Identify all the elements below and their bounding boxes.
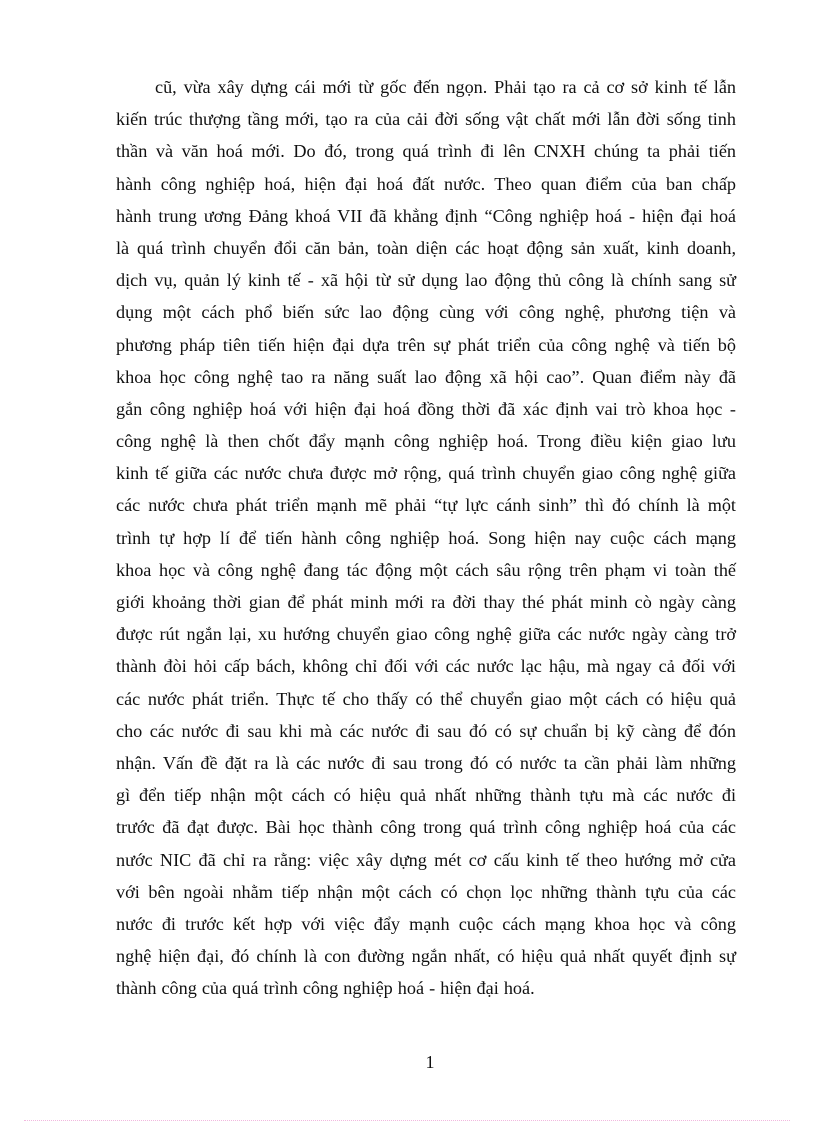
text-line: trình tự hợp lí để tiến hành công nghiệp hoá. Song hiện nay cuộc cách mạng: [116, 527, 736, 548]
text-line: gắn công nghiệp hoá với hiện đại hoá đồng thời đã xác định vai trò khoa học -: [116, 398, 736, 419]
text-line: được rút ngắn lại, xu hướng chuyển giao công nghệ giữa các nước ngày càng trở: [116, 624, 736, 645]
text-line: hành trung ương Đảng khoá VII đã khẳng định “Công nghiệp hoá - hiện đại hoá: [116, 205, 736, 226]
text-line: hành công nghiệp hoá, hiện đại hoá đất nước. Theo quan điểm của ban chấp: [116, 173, 736, 194]
text-line: là quá trình chuyển đổi căn bản, toàn diện các hoạt động sản xuất, kinh doanh,: [116, 237, 736, 258]
text-line: thành công của quá trình công nghiệp hoá - hiện đại hoá.: [116, 978, 535, 999]
text-line: thành đòi hỏi cấp bách, không chỉ đối với các nước lạc hậu, mà ngay cả đối với: [116, 656, 736, 677]
text-line: công nghệ là then chốt đẩy mạnh công nghiệp hoá. Trong điều kiện giao lưu: [116, 431, 736, 452]
text-line: cho các nước đi sau khi mà các nước đi sau đó có sự chuẩn bị kỹ càng để đón: [116, 720, 736, 741]
text-line: dịch vụ, quản lý kinh tế - xã hội từ sử dụng lao động thủ công là chính sang sử: [116, 270, 736, 291]
page-number: 1: [425, 1052, 435, 1072]
text-line: gì đển tiếp nhận một cách có hiệu quả nhất những thành tựu mà các nước đi: [116, 785, 736, 806]
text-line: thần và văn hoá mới. Do đó, trong quá trình đi lên CNXH chúng ta phải tiến: [116, 141, 736, 162]
text-line: khoa học và công nghệ đang tác động một cách sâu rộng trên phạm vi toàn thế: [116, 559, 736, 580]
text-line: khoa học công nghệ tao ra năng suất lao động xã hội cao”. Quan điểm này đã: [116, 366, 736, 387]
body-paragraph: [116, 71, 736, 1004]
text-line: phương pháp tiên tiến hiện đại dựa trên sự phát triển của công nghệ và tiến bộ: [116, 334, 736, 355]
text-line: nhận. Vấn đề đặt ra là các nước đi sau trong đó có nước ta cần phải làm những: [116, 752, 736, 773]
text-line: nước NIC đã chỉ ra rằng: việc xây dựng mét cơ cấu kinh tế theo hướng mở cửa: [116, 849, 736, 870]
text-line: nghệ hiện đại, đó chính là con đường ngắn nhất, có hiệu quả nhất quyết định sự: [116, 946, 736, 967]
text-line: trước đã đạt được. Bài học thành công trong quá trình công nghiệp hoá của các: [116, 817, 736, 838]
text-line: kinh tế giữa các nước chưa được mở rộng, quá trình chuyển giao công nghệ giữa: [116, 463, 736, 484]
text-line: các nước phát triển. Thực tế cho thấy có thể chuyển giao một cách có hiệu quả: [116, 688, 736, 709]
page-boundary-divider: [24, 1120, 790, 1121]
text-line: với bên ngoài nhằm tiếp nhận một cách có chọn lọc những thành tựu của các: [116, 881, 736, 902]
text-line: dụng một cách phổ biến sức lao động cùng với công nghệ, phương tiện và: [116, 302, 736, 323]
text-line: cũ, vừa xây dựng cái mới từ gốc đến ngọn. Phải tạo ra cả cơ sở kinh tế lẫn: [155, 77, 736, 97]
text-line: giới khoảng thời gian để phát minh mới ra đời thay thé phát minh cò ngày càng: [116, 592, 736, 612]
text-line: kiến trúc thượng tầng mới, tạo ra của cải đời sống vật chất mới lẫn đời sống tinh: [116, 109, 736, 130]
text-line: các nước chưa phát triển mạnh mẽ phải “tự lực cánh sinh” thì đó chính là một: [116, 495, 736, 516]
text-line: nước đi trước kết hợp với việc đẩy mạnh cuộc cách mạng khoa học và công: [116, 913, 736, 934]
